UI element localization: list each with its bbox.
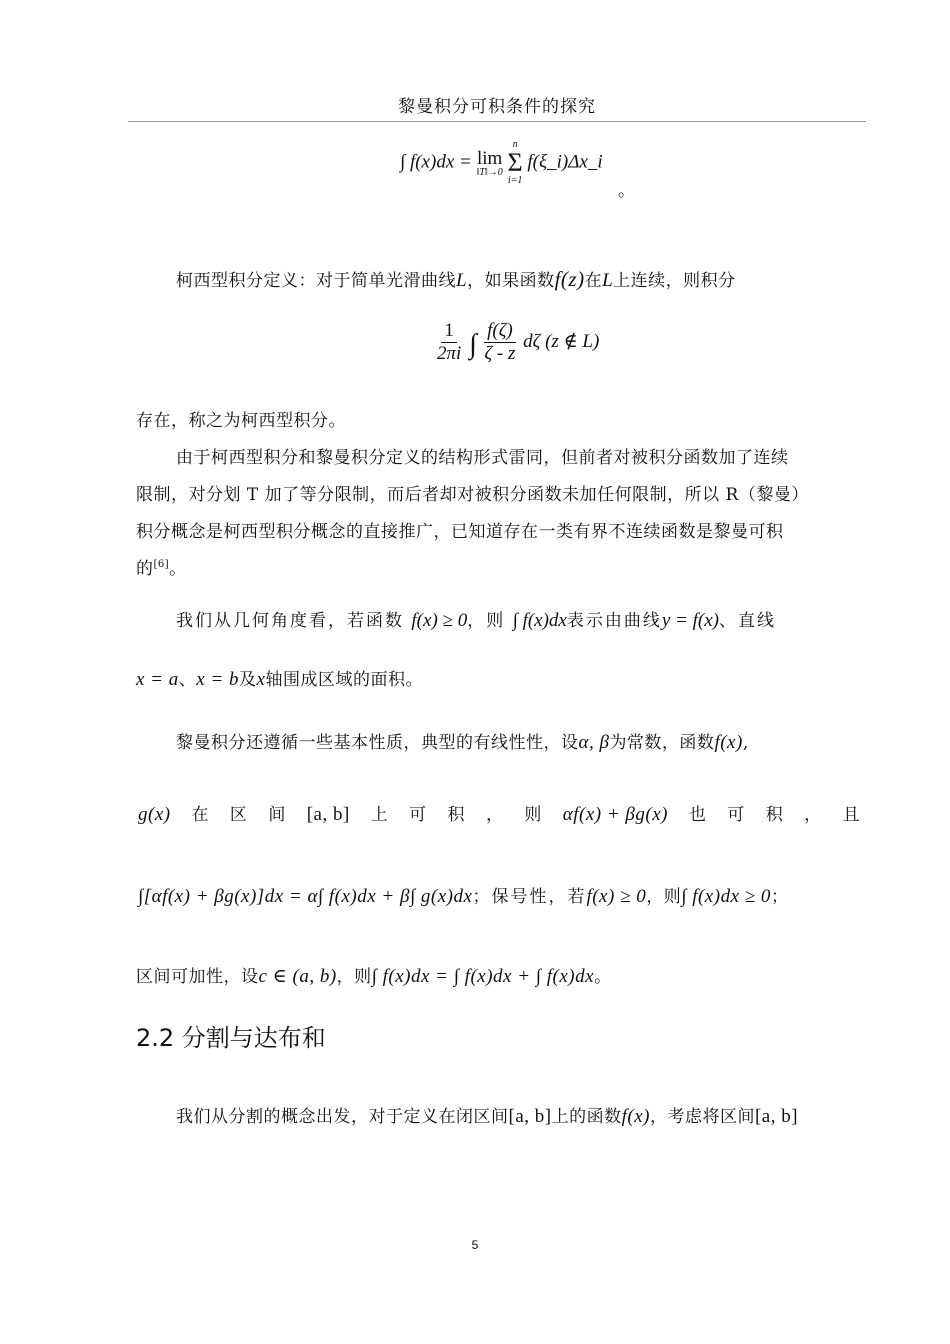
paragraph-properties-line2	[138, 800, 860, 826]
geo-e: 及	[239, 670, 257, 690]
cauchy-mid: ，如果函数	[467, 271, 555, 291]
geo-a: 我们从几何角度看，若函数	[176, 611, 404, 631]
word-comma2: ，	[804, 805, 822, 825]
word-ji: 积	[447, 805, 466, 825]
paragraph-additivity	[136, 962, 612, 988]
frac1-denominator: 2πi	[437, 343, 462, 364]
citation: [6]	[153, 559, 170, 570]
equation1-period: 。	[618, 181, 636, 201]
additivity-formula: ∫ f(x)dx = ∫ f(x)dx + ∫ f(x)dx	[371, 966, 595, 987]
prop-b: 为常数，函数	[609, 733, 715, 753]
sigma-block: n Σ i=1	[507, 139, 523, 186]
add-a: 区间可加性，设	[136, 967, 259, 987]
fraction-f-zeta	[481, 320, 518, 365]
paragraph-exists: 存在，称之为柯西型积分。	[136, 411, 346, 431]
line-x-b: x = b	[196, 669, 240, 690]
paragraph-properties-line1	[176, 728, 749, 754]
interval-ab: [a, b]	[306, 804, 350, 825]
geo-integral: ∫ f(x)dx	[512, 610, 567, 631]
linearity-formula: ∫[αf(x) + βg(x)]dx = α∫ f(x)dx + β∫ g(x)dx	[138, 886, 473, 907]
paragraph-comparison-line4	[136, 554, 187, 579]
word-ke: 可	[409, 805, 427, 825]
part-a: 我们从分割的概念出发，对于定义在闭区间	[176, 1107, 509, 1127]
prop-comma: ,	[742, 733, 749, 753]
word-ye: 也	[688, 805, 707, 825]
prop-fx: f(x)	[714, 732, 743, 753]
prop-gx: g(x)	[138, 804, 171, 825]
prop-a: 黎曼积分还遵循一些基本性质，典型的有线性性，设	[176, 733, 579, 753]
geo-c: 表示由曲线	[566, 611, 662, 631]
part-interval-2: [a, b]	[754, 1106, 799, 1127]
part-c: ，考虑将区间	[649, 1107, 755, 1127]
add-b: ，则	[336, 967, 372, 987]
geo-f: 轴围成区域的面积。	[265, 670, 423, 690]
paragraph-comparison-line3: 积分概念是柯西型积分概念的直接推广，已知道存在一类有界不连续函数是黎曼可积	[136, 522, 784, 542]
part-b: 上的函数	[551, 1107, 622, 1127]
section-heading: 2.2 分割与达布和	[136, 1024, 326, 1052]
sign-fx-nonneg: f(x) ≥ 0	[586, 886, 647, 907]
equation2-tail: dζ (z ∉ L)	[523, 330, 600, 352]
fraction-one-over-2pi-i	[434, 320, 464, 365]
word-jian: 间	[268, 805, 286, 825]
linear-combo: αf(x) + βg(x)	[562, 804, 668, 825]
part-fx: f(x)	[621, 1106, 650, 1127]
sigma-bottom: i=1	[507, 175, 523, 186]
word-zai: 在	[191, 805, 209, 825]
geo-d: 、直线	[719, 611, 776, 631]
running-header: 黎曼积分可积条件的探究	[128, 92, 866, 122]
word-qu: 区	[229, 805, 248, 825]
line4-text: 的	[136, 559, 154, 579]
paragraph-comparison-line2: 限制，对分划 T 加了等分限制，而后者却对被积分函数未加任何限制，所以 R（黎曼）	[136, 485, 809, 505]
cauchy-lead: 柯西型积分定义：对于简单光滑曲线	[176, 271, 456, 291]
line4-end: 。	[169, 559, 187, 579]
cauchy-in: 在	[584, 271, 603, 291]
const-alpha-beta: α, β	[578, 732, 610, 753]
geo-fx-nonneg: f(x) ≥ 0	[411, 610, 468, 631]
add-end: 。	[594, 967, 612, 987]
equation1-lhs: ∫ f(x)dx =	[400, 151, 472, 173]
cauchy-tail: 上连续，则积分	[613, 271, 736, 291]
curve-L-2: L	[602, 270, 614, 291]
word-qie: 且	[842, 805, 860, 825]
riemann-sum-equation	[400, 140, 603, 186]
page-number: 5	[471, 1238, 479, 1252]
sign-c: ；	[770, 887, 789, 907]
limit-block	[477, 149, 503, 178]
cauchy-integral-equation	[434, 320, 599, 365]
word-comma: ，	[485, 805, 504, 825]
geo-curve: y = f(x)	[661, 610, 719, 631]
paragraph-comparison-line1: 由于柯西型积分和黎曼积分定义的结构形式雷同，但前者对被积分函数加了连续	[176, 448, 789, 468]
paragraph-properties-line3	[138, 882, 788, 908]
geo-sep: 、	[178, 670, 197, 690]
line-x-a: x = a	[136, 669, 179, 690]
sign-a: ；保号性，若	[472, 887, 587, 907]
word-ze: 则	[524, 805, 542, 825]
word-ji2: 积	[765, 805, 784, 825]
paragraph-geometry-line1	[176, 606, 776, 632]
equation1-rhs: f(ξ_i)Δx_i	[527, 151, 603, 173]
sigma-top: n	[512, 139, 518, 150]
integral-sign: ∫	[469, 328, 477, 360]
lim-subscript: ‖T‖→0	[476, 166, 503, 178]
word-ke2: 可	[727, 805, 745, 825]
sign-b: ，则	[646, 887, 682, 907]
geo-b: ，则	[467, 611, 506, 631]
sign-integral: ∫ f(x)dx ≥ 0	[681, 886, 771, 907]
part-interval: [a, b]	[508, 1106, 552, 1127]
paragraph-geometry-line2	[136, 665, 423, 691]
word-shang: 上	[370, 805, 389, 825]
lim-word: lim	[477, 147, 503, 169]
x-axis-var: x	[256, 669, 266, 690]
frac2-denominator: ζ - z	[484, 343, 516, 364]
curve-L: L	[456, 270, 468, 291]
frac2-numerator: f(ζ)	[484, 320, 516, 343]
frac1-numerator: 1	[441, 320, 457, 343]
add-c-in: c ∈ (a, b)	[258, 966, 337, 987]
function-fz: f(z)	[554, 267, 585, 291]
cauchy-definition-line	[176, 266, 736, 292]
paragraph-partition	[176, 1102, 798, 1128]
